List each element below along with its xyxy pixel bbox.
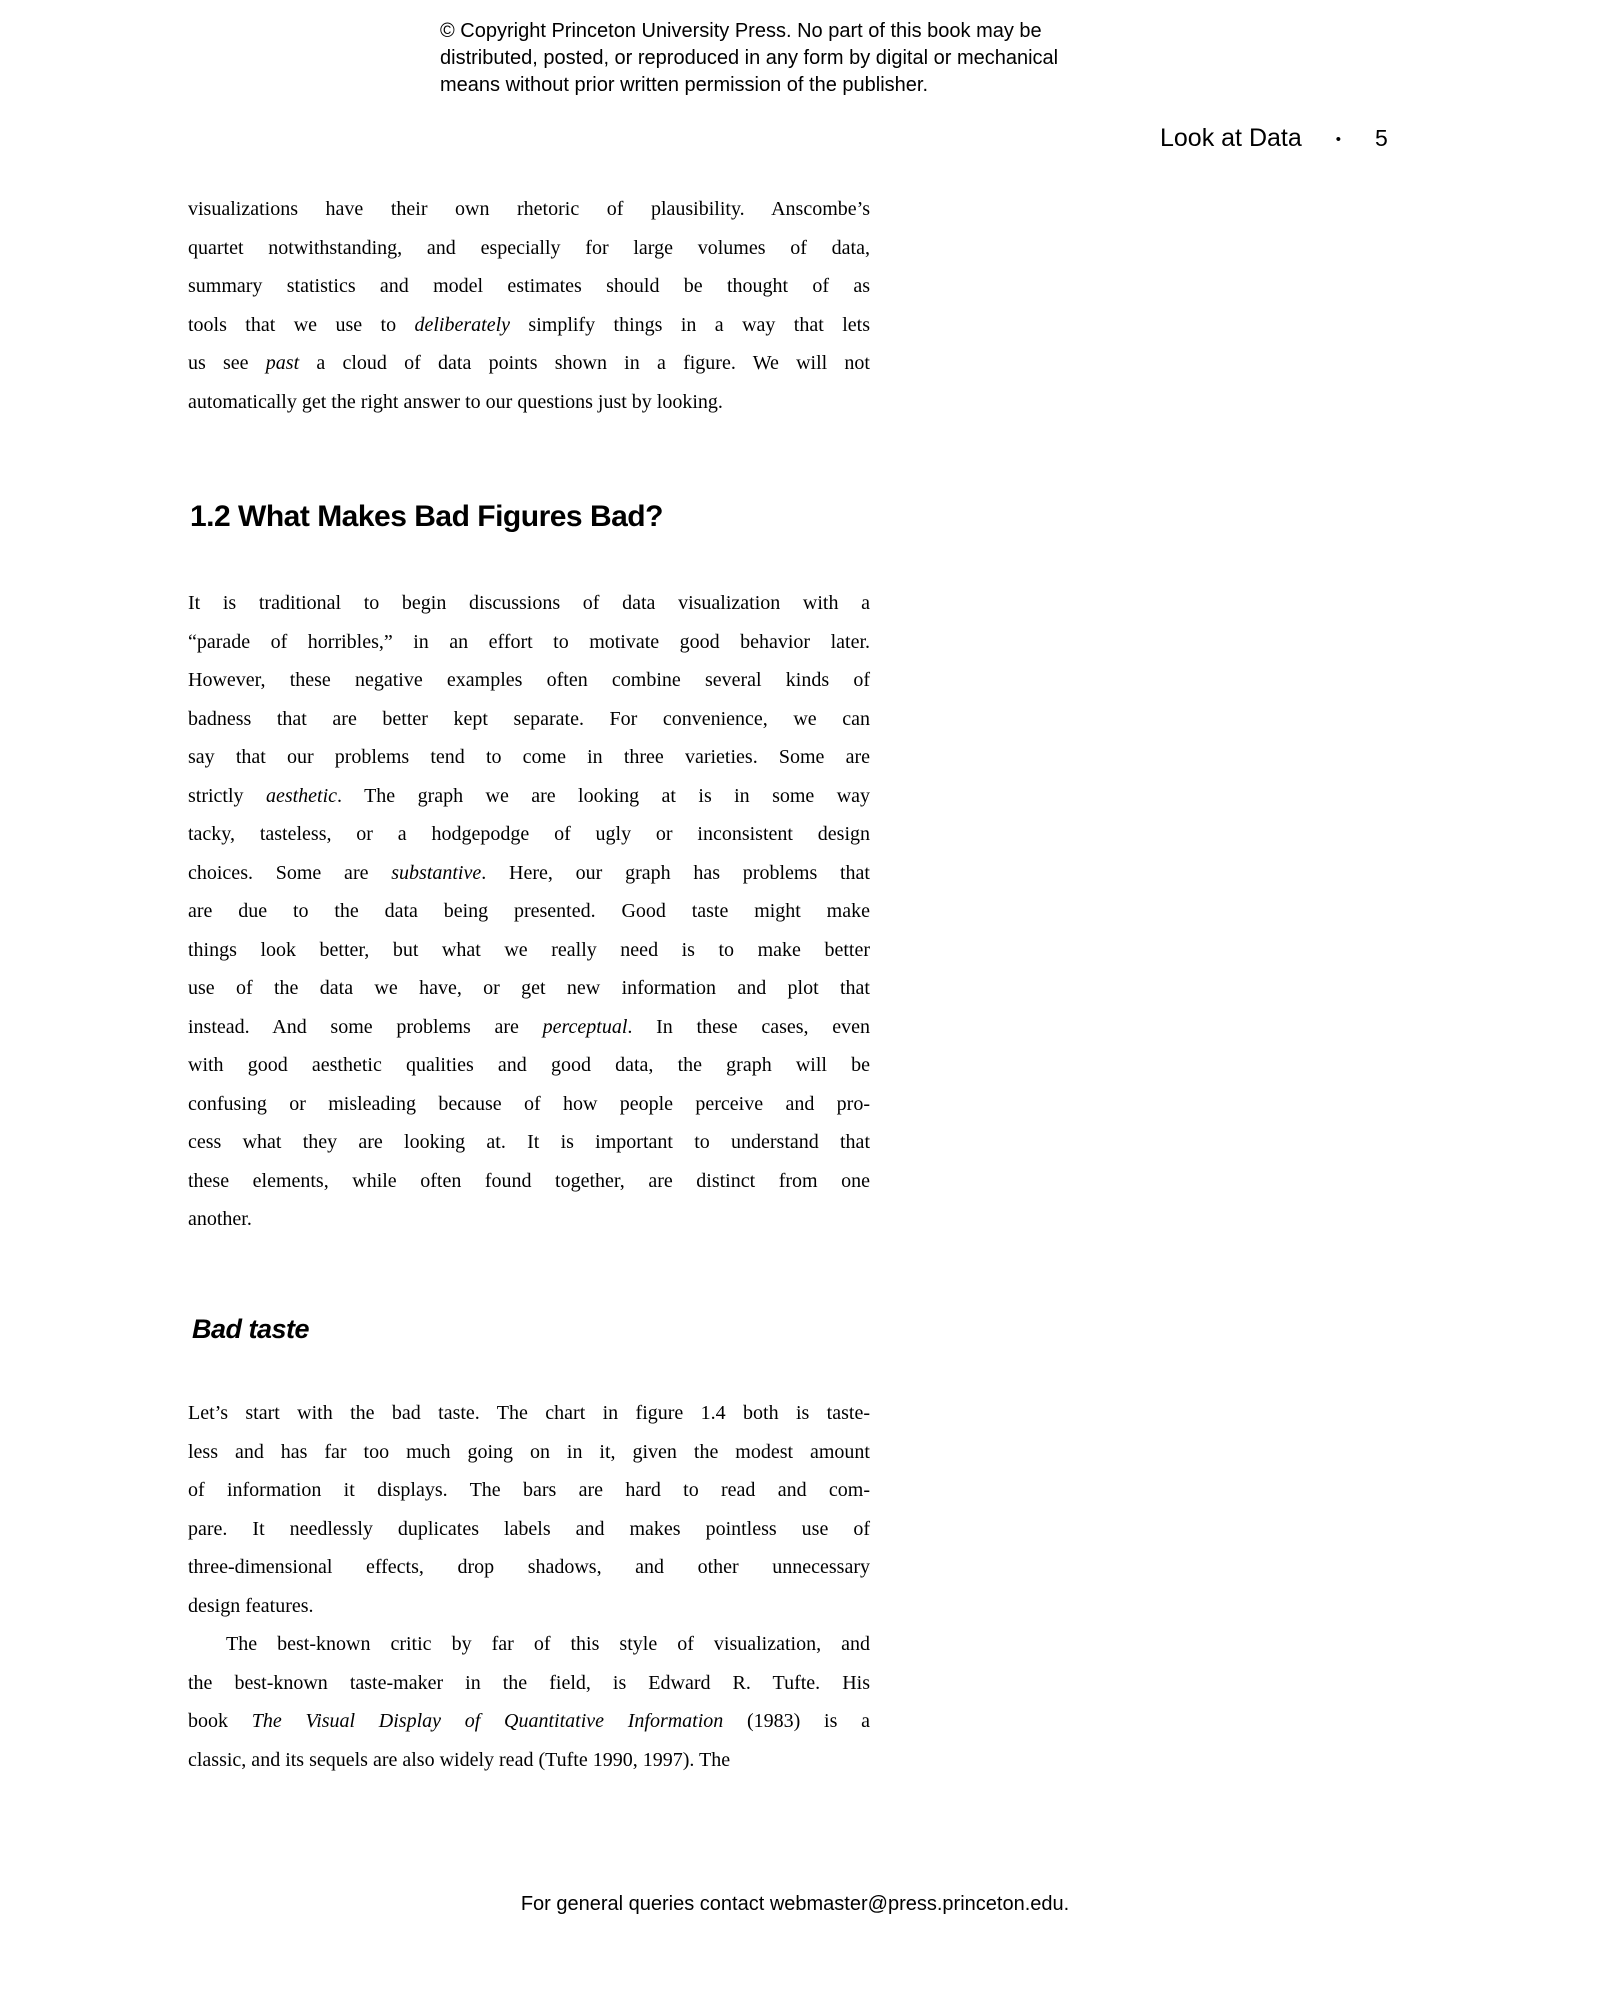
copyright-line: distributed, posted, or reproduced in any form by digital or mechanical [440,47,1059,69]
sub-heading: Bad taste [192,1314,310,1344]
text-segment: choices. Some are [188,861,392,884]
paragraph-line [188,1702,870,1741]
paragraph-line [188,892,870,931]
text-segment: a cloud of data points shown in a figure. We will not [299,352,870,374]
copyright-line: © Copyright Princeton University Press. No part of this book may be [440,20,1042,42]
text-segment: “parade of horribles,” in an effort to motivate good behavior later. [188,630,870,653]
italic-text-segment: aesthetic [265,784,338,807]
text-segment: . Here, our graph has problems that [481,861,870,884]
paragraph-line [188,383,870,422]
text-segment: three-dimensional effects, drop shadows, and other unnecessary [188,1556,870,1578]
paragraph-line [188,1548,870,1587]
text-segment: (1983) is a [723,1710,871,1732]
text-segment: use of the data we have, or get new information and plot that [188,977,870,999]
text-segment: automatically get the right answer to our questions just by looking. [188,390,723,413]
paragraph-line [188,777,870,816]
text-segment: . In these cases, even [627,1015,870,1038]
paragraph-line [188,1200,870,1239]
paragraph-line [188,306,870,345]
text-segment: visualizations have their own rhetoric of plausibility. Anscombe’s [188,198,870,220]
paragraph-p4 [188,1625,870,1779]
paragraph-line [188,1394,870,1433]
paragraph-line [188,229,870,268]
paragraph-line [188,190,870,229]
text-segment: design features. [188,1594,314,1617]
paragraph-line [188,700,870,739]
text-segment: tools that we use to [188,313,415,336]
paragraph-line [188,661,870,700]
paragraph-line [188,267,870,306]
page-number: 5 [1375,125,1388,151]
italic-text-segment: The Visual Display of Quantitative Information [251,1710,724,1732]
text-segment: However, these negative examples often combine several kinds of [188,669,870,691]
paragraph-line [188,815,870,854]
text-segment: of information it displays. The bars are hard to read and com- [188,1479,870,1501]
paragraph-line [188,931,870,970]
text-segment: strictly [188,784,266,807]
italic-text-segment: past [265,352,300,374]
paragraph-p1 [188,190,870,421]
text-segment: . The graph we are looking at is in some way [337,784,871,807]
paragraph-line [188,1625,870,1664]
text-segment: confusing or misleading because of how people perceive and pro- [188,1092,870,1115]
text-segment: these elements, while often found together, are distinct from one [188,1169,870,1192]
paragraph-line [188,623,870,662]
text-segment: classic, and its sequels are also widely read (Tufte 1990, 1997). The [188,1748,731,1771]
text-segment: pare. It needlessly duplicates labels and makes pointless use of [188,1517,870,1540]
paragraph-line [188,1510,870,1549]
paragraph-line [188,1471,870,1510]
paragraph-line [188,969,870,1008]
paragraph-line [188,1741,870,1780]
text-segment: say that our problems tend to come in three varieties. Some are [188,746,870,768]
italic-text-segment: deliberately [414,313,511,336]
text-segment: tacky, tasteless, or a hodgepodge of ugly or inconsistent design [188,823,870,845]
paragraph-line [188,1008,870,1047]
text-segment: the best-known taste-maker in the field, is Edward R. Tufte. His [188,1671,870,1694]
paragraph-line [188,1085,870,1124]
footer-queries-note: For general queries contact webmaster@press.princeton.edu. [520,1893,1070,1915]
paragraph-p2 [188,584,870,1239]
text-segment: simplify things in a way that lets [510,313,870,336]
paragraph-line [188,854,870,893]
paragraph-line [188,1664,870,1703]
text-segment: badness that are better kept separate. For convenience, we can [188,707,870,730]
text-segment: Let’s start with the bad taste. The chart in figure 1.4 both is taste- [188,1402,870,1424]
running-head-chapter-title: Look at Data [1160,124,1302,152]
text-segment: quartet notwithstanding, and especially for large volumes of data, [188,236,870,259]
paragraph-line [188,1123,870,1162]
paragraph-line [188,1162,870,1201]
italic-text-segment: perceptual [542,1015,628,1038]
text-segment: are due to the data being presented. Good taste might make [188,900,870,922]
text-segment: things look better, but what we really need is to make better [188,938,870,961]
text-segment: cess what they are looking at. It is important to understand that [188,1131,870,1153]
text-segment: us see [188,352,266,374]
bullet-separator-icon: • [1335,131,1342,148]
paragraph-line [188,584,870,623]
paragraph-line [188,344,870,383]
text-segment: book [188,1710,252,1732]
section-heading: 1.2 What Makes Bad Figures Bad? [190,500,663,533]
text-segment: less and has far too much going on in it, given the modest amount [188,1440,870,1463]
text-segment: with good aesthetic qualities and good data, the graph will be [188,1054,870,1076]
copyright-line: means without prior written permission of the publisher. [440,74,929,96]
paragraph-line [188,1587,870,1626]
italic-text-segment: substantive [391,861,482,884]
text-segment: It is traditional to begin discussions of data visualization with a [188,592,870,614]
paragraph-line [188,738,870,777]
paragraph-p3 [188,1394,870,1625]
text-segment: The best-known critic by far of this style of visualization, and [226,1633,870,1655]
text-segment: summary statistics and model estimates should be thought of as [188,275,870,297]
paragraph-line [188,1046,870,1085]
text-segment: instead. And some problems are [188,1015,543,1038]
text-segment: another. [188,1208,252,1230]
paragraph-line [188,1433,870,1472]
